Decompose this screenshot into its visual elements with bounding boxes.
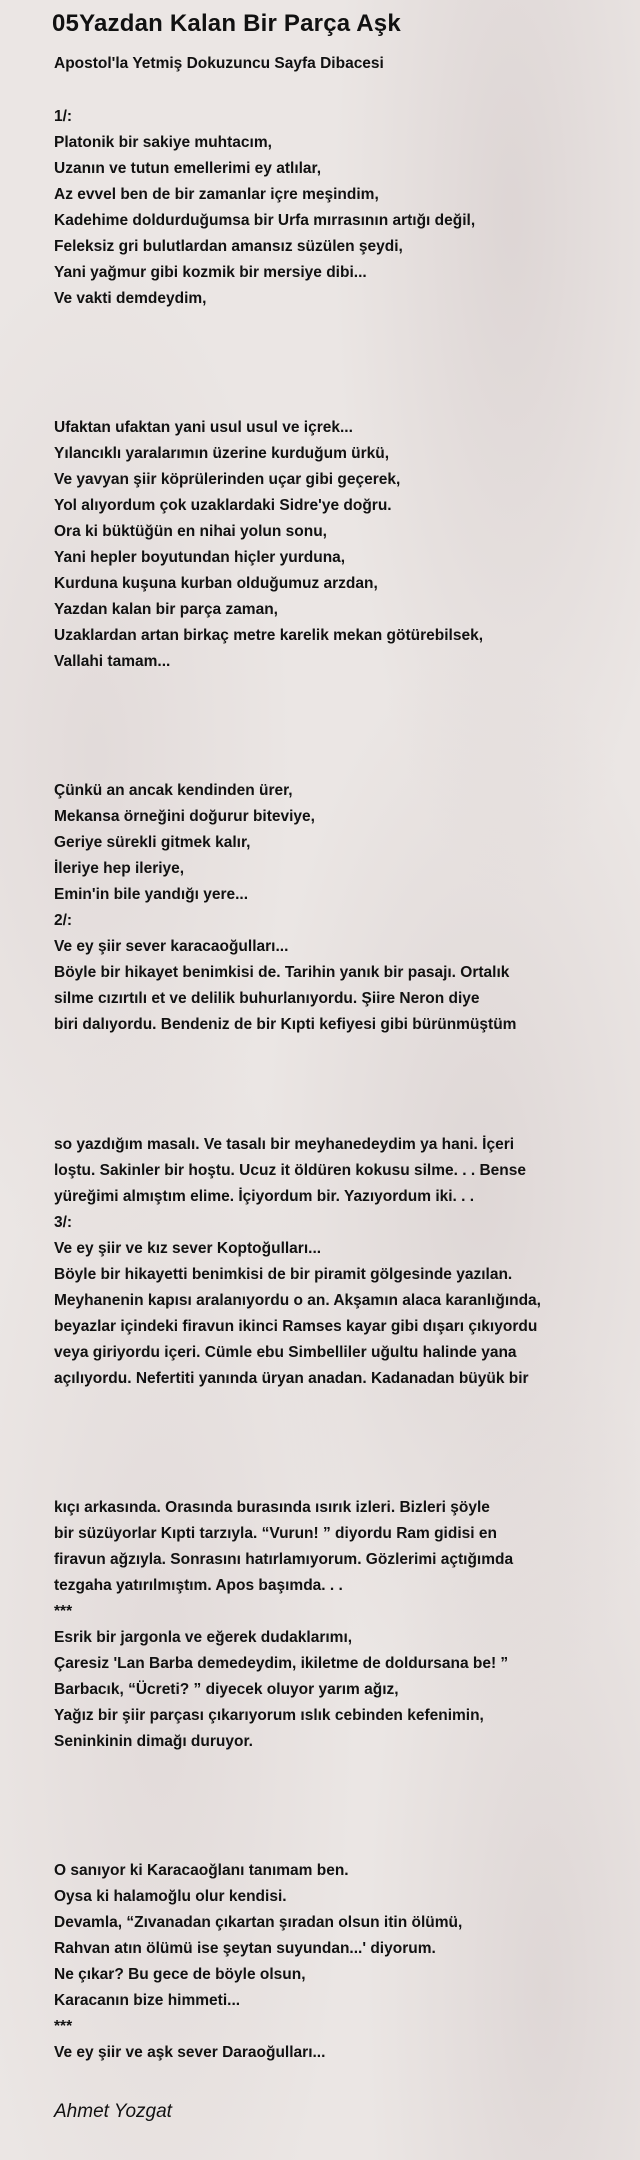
poem-line: loştu. Sakinler bir hoştu. Ucuz it öldüren kokusu silme. . . Bense xyxy=(54,1162,526,1179)
poem-stanza xyxy=(54,104,634,312)
poem-line: Çaresiz 'Lan Barba demedeydim, ikiletme de doldursana be! ” xyxy=(54,1655,509,1672)
poem-line: Uzanın ve tutun emellerimi ey atlılar, xyxy=(54,160,322,177)
poem-line: yüreğimi almıştım elime. İçiyordum bir. Yazıyordum iki. . . xyxy=(54,1188,475,1205)
poem-line: Ve ey şiir ve aşk sever Daraoğulları... xyxy=(54,2044,326,2061)
poem-line: Ufaktan ufaktan yani usul usul ve içrek... xyxy=(54,419,353,436)
poem-line: Kurduna kuşuna kurban olduğumuz arzdan, xyxy=(54,575,378,592)
poem-line: Karacanın bize himmeti... xyxy=(54,1992,241,2009)
poem-line: *** xyxy=(54,2018,73,2035)
poem-line: Yağız bir şiir parçası çıkarıyorum ıslık cebinden kefenimin, xyxy=(54,1707,484,1724)
poem-line: İleriye hep ileriye, xyxy=(54,860,185,877)
poem-line: Ve ey şiir ve kız sever Koptoğulları... xyxy=(54,1240,322,1257)
poem-line: kıçı arkasında. Orasında burasında ısırık izleri. Bizleri şöyle xyxy=(54,1499,490,1516)
author-name: Ahmet Yozgat xyxy=(54,2101,172,2122)
poem-stanza xyxy=(54,1858,634,2066)
stanza-gap xyxy=(54,312,634,415)
poem-line: Seninkinin dimağı duruyor. xyxy=(54,1733,253,1750)
poem-stanza xyxy=(54,415,634,675)
poem-line: Meyhanenin kapısı aralanıyordu o an. Akşamın alaca karanlığında, xyxy=(54,1292,541,1309)
poem-title: 05Yazdan Kalan Bir Parça Aşk xyxy=(52,10,401,37)
poem-stanza xyxy=(54,1132,634,1392)
poem-line: 1/: xyxy=(54,108,73,125)
poem-line: Kadehime doldurduğumsa bir Urfa mırrasının artığı değil, xyxy=(54,212,476,229)
poem-line: Emin'in bile yandığı yere... xyxy=(54,886,249,903)
poem-line: açılıyordu. Nefertiti yanında üryan anadan. Kadanadan büyük bir xyxy=(54,1370,529,1387)
poem-line: Yılancıklı yaralarımın üzerine kurduğum ürkü, xyxy=(54,445,390,462)
poem-line: Ve ey şiir sever karacaoğulları... xyxy=(54,938,289,955)
poem-line: Yazdan kalan bir parça zaman, xyxy=(54,601,278,618)
poem-line: beyazlar içindeki firavun ikinci Ramses kayar gibi dışarı çıkıyordu xyxy=(54,1318,538,1335)
stanza-gap xyxy=(54,675,634,778)
poem-line: Rahvan atın ölümü ise şeytan suyundan...' diyorum. xyxy=(54,1940,436,1957)
stanza-gap xyxy=(54,1755,634,1858)
poem-line: Platonik bir sakiye muhtacım, xyxy=(54,134,272,151)
poem-line: Ve vakti demdeydim, xyxy=(54,290,207,307)
poem-line: Feleksiz gri bulutlardan amansız süzülen şeydi, xyxy=(54,238,403,255)
poem-line: Ora ki büktüğün en nihai yolun sonu, xyxy=(54,523,327,540)
poem-line: biri dalıyordu. Bendeniz de bir Kıpti kefiyesi gibi bürünmüştüm xyxy=(54,1016,517,1033)
poem-line: Böyle bir hikayetti benimkisi de bir piramit gölgesinde yazılan. xyxy=(54,1266,513,1283)
poem-line: Barbacık, “Ücreti? ” diyecek oluyor yarım ağız, xyxy=(54,1681,399,1698)
poem-line: Yol alıyordum çok uzaklardaki Sidre'ye doğru. xyxy=(54,497,392,514)
poem-line: 2/: xyxy=(54,912,73,929)
poem-line: Ve yavyan şiir köprülerinden uçar gibi geçerek, xyxy=(54,471,401,488)
poem-line: Geriye sürekli gitmek kalır, xyxy=(54,834,251,851)
poem-stanza xyxy=(54,778,634,1038)
poem-line: Böyle bir hikayet benimkisi de. Tarihin yanık bir pasajı. Ortalık xyxy=(54,964,510,981)
poem-line: silme cızırtılı et ve delilik buhurlanıyordu. Şiire Neron diye xyxy=(54,990,480,1007)
stanza-gap xyxy=(54,1038,634,1132)
stanza-gap xyxy=(54,1392,634,1495)
poem-line: O sanıyor ki Karacaoğlanı tanımam ben. xyxy=(54,1862,349,1879)
poem-line: veya giriyordu içeri. Cümle ebu Simbelliler uğultu halinde yana xyxy=(54,1344,517,1361)
poem-subtitle: Apostol'la Yetmiş Dokuzuncu Sayfa Dibacesi xyxy=(54,55,384,72)
poem-stanza xyxy=(54,1495,634,1755)
poem-line: Esrik bir jargonla ve eğerek dudaklarımı, xyxy=(54,1629,353,1646)
poem-line: Çünkü an ancak kendinden ürer, xyxy=(54,782,293,799)
poem-line: 3/: xyxy=(54,1214,73,1231)
poem-line: Vallahi tamam... xyxy=(54,653,171,670)
poem-line: Oysa ki halamoğlu olur kendisi. xyxy=(54,1888,287,1905)
poem-line: tezgaha yatırılmıştım. Apos başımda. . . xyxy=(54,1577,343,1594)
poem-line: Devamla, “Zıvanadan çıkartan şıradan olsun itin ölümü, xyxy=(54,1914,463,1931)
poem-line: firavun ağzıyla. Sonrasını hatırlamıyorum. Gözlerimi açtığımda xyxy=(54,1551,514,1568)
poem-line: Ne çıkar? Bu gece de böyle olsun, xyxy=(54,1966,306,1983)
poem-line: Uzaklardan artan birkaç metre karelik mekan götürebilsek, xyxy=(54,627,484,644)
poem-line: *** xyxy=(54,1603,73,1620)
poem-line: Az evvel ben de bir zamanlar içre meşindim, xyxy=(54,186,379,203)
poem-line: Yani hepler boyutundan hiçler yurduna, xyxy=(54,549,346,566)
poem-line: bir süzüyorlar Kıpti tarzıyla. “Vurun! ” diyordu Ram gidisi en xyxy=(54,1525,497,1542)
poem-line: Mekansa örneğini doğurur biteviye, xyxy=(54,808,315,825)
poem-line: so yazdığım masalı. Ve tasalı bir meyhanedeydim ya hani. İçeri xyxy=(54,1136,515,1153)
poem-body xyxy=(54,104,634,2066)
poem-line: Yani yağmur gibi kozmik bir mersiye dibi... xyxy=(54,264,367,281)
